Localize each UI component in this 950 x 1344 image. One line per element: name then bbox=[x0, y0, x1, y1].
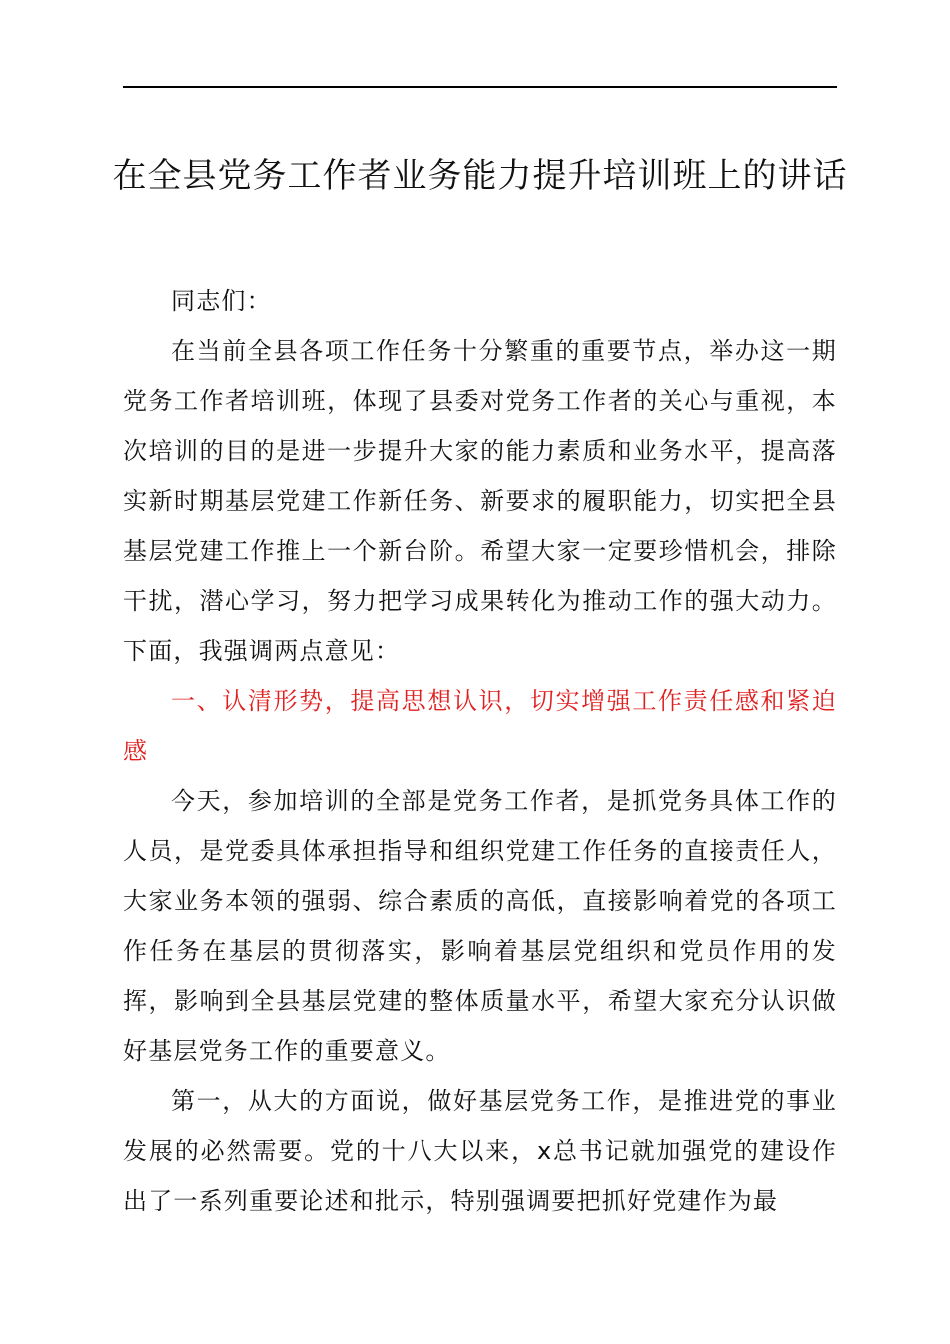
greeting: 同志们： bbox=[171, 287, 272, 315]
body-paragraph: 今天，参加培训的全部是党务工作者，是抓党务具体工作的人员，是党委具体承担指导和组织党建工作任务的直接责任人，大家业务本领的强弱、综合素质的高低，直接影响着党的各项工作任务在基层的贯彻落实，影响着基层党组织和党员作用的发挥，影响到全县基层党建的整体质量水平，希望大家充分认识做好基层党务工作的重要意义。 bbox=[123, 787, 837, 1065]
document-title: 在全县党务工作者业务能力提升培训班上的讲话 bbox=[112, 156, 848, 196]
document-body bbox=[123, 276, 837, 1226]
header-rule bbox=[123, 86, 837, 88]
body-paragraph: 第一，从大的方面说，做好基层党务工作，是推进党的事业发展的必然需要。党的十八大以来，x总书记就加强党的建设作出了一系列重要论述和批示，特别强调要把抓好党建作为最 bbox=[123, 1087, 837, 1215]
body-paragraph: 在当前全县各项工作任务十分繁重的重要节点，举办这一期党务工作者培训班，体现了县委对党务工作者的关心与重视，本次培训的目的是进一步提升大家的能力素质和业务水平，提高落实新时期基层党建工作新任务、新要求的履职能力，切实把全县基层党建工作推上一个新台阶。希望大家一定要珍惜机会，排除干扰，潜心学习，努力把学习成果转化为推动工作的强大动力。下面，我强调两点意见： bbox=[123, 337, 837, 665]
section-heading: 一、认清形势，提高思想认识，切实增强工作责任感和紧迫感 bbox=[123, 687, 837, 765]
